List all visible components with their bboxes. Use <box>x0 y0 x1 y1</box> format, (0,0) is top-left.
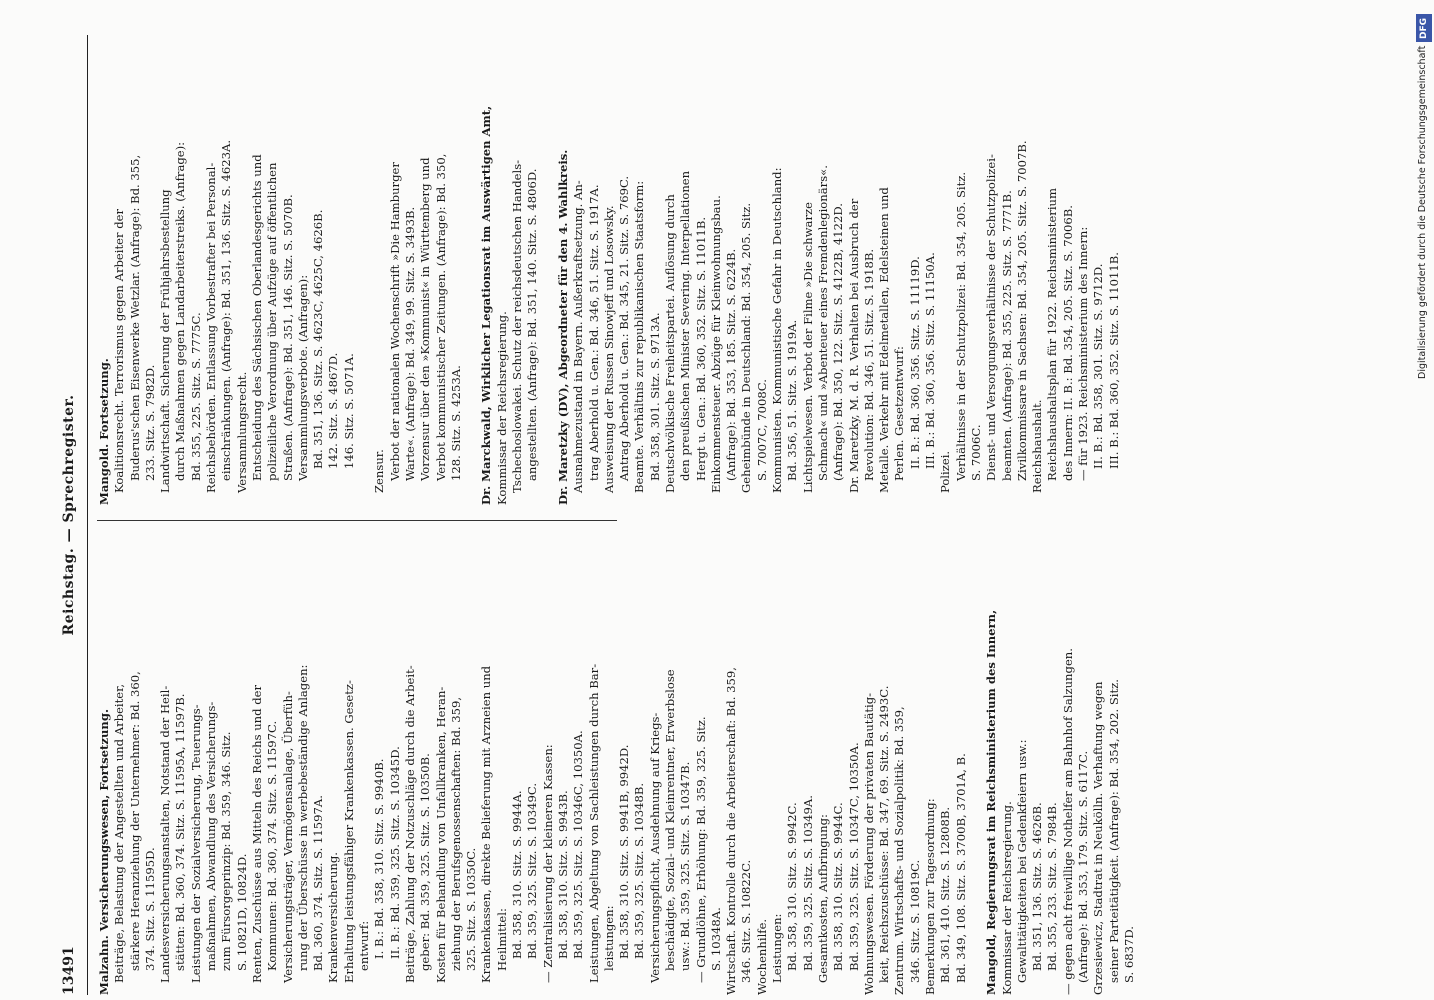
register-line: Antrag Aberhold u. Gen.: Bd. 345, 21. Sitz. S. 769C. <box>617 175 632 481</box>
register-line: (Anfrage): Bd. 353, 185. Sitz. S. 6224B. <box>724 248 739 481</box>
register-sheet <box>55 35 1425 995</box>
register-line <box>969 540 984 995</box>
register-line: den preußischen Minister Severing. Interpellationen <box>678 170 693 481</box>
register-line: Beamte. Verhältnis zur republikanischen Staatsform: <box>632 180 647 493</box>
register-line: Zivilkommissare in Sachsen: Bd. 354, 205. Sitz. S. 7007B. <box>1014 140 1029 481</box>
register-line: 128. Sitz. S. 4253A. <box>448 365 463 481</box>
register-line: (Anfrage): Bd. 350, 122. Sitz. S. 4122B, 4122D. <box>831 203 846 481</box>
register-line: II. B.: Bd. 360, 356. Sitz. S. 11119D. <box>907 256 922 469</box>
register-line: Bd. 358, 310. Sitz. S. 9943B. <box>555 790 570 959</box>
register-line: Ausweisung der Russen Sinowjeff und Losowsky. <box>601 205 616 493</box>
register-line: Reichshaushaltsplan für 1922. Reichsministerium <box>1045 187 1060 481</box>
register-line: Einkommensteuer. Abzüge für Kleinwohnungsbau. <box>708 195 723 493</box>
register-line: Versammlungsrecht. <box>234 371 249 493</box>
register-line: Bd. 358, 301. Sitz. S. 9713A. <box>647 312 662 481</box>
register-line: Wochenhilfe. <box>754 918 769 995</box>
register-line: S. 10348A. <box>708 907 723 971</box>
register-line: III. B.: Bd. 360, 352. Sitz. S. 11011B. <box>1106 252 1121 469</box>
register-line: einschränkungen. (Anfrage): Bd. 351, 136. Sitz. S. 4623A. <box>219 139 234 481</box>
column-divider <box>97 520 617 521</box>
register-line: Landwirtschaft. Sicherung der Frühjahrsbestellung <box>158 189 173 493</box>
register-line: usw.: Bd. 359, 325. Sitz. S. 10347B. <box>678 761 693 971</box>
register-line: Deutschvölkische Freiheitspartei. Auflösung durch <box>662 194 677 493</box>
register-line: Zentrum. Wirtschafts- und Sozialpolitik: Bd. 359, <box>892 706 907 995</box>
register-line: — für 1923. Reichsministerium des Innern: <box>1076 226 1090 481</box>
register-line: Dienst- und Versorgungsverhältnisse der Schutzpolizei- <box>984 154 999 481</box>
register-line <box>357 50 372 505</box>
register-line: Entscheidung des Sächsischen Oberlandesgerichts und <box>249 154 264 481</box>
register-line: Kommissar der Reichsregierung. <box>494 311 509 505</box>
register-line: 325. Sitz. S. 10350C. <box>464 847 479 971</box>
register-line: 142. Sitz. S. 4867D. <box>326 352 341 469</box>
register-line: Erhaltung leistungsfähiger Krankenkassen. Gesetz- <box>341 680 356 983</box>
page-header <box>55 35 88 995</box>
register-line: Bd. 361, 410. Sitz. S. 12808B. <box>938 806 953 983</box>
register-line: Gesamtkosten, Aufbringung: <box>815 814 830 983</box>
register-line: Mangold. Fortsetzung. <box>97 358 111 505</box>
register-line: Hergt u. Gen.: Bd. 360, 352. Sitz. S. 11011B. <box>693 216 708 481</box>
register-line: Gewalttätigkeiten bei Gedenkfeiern usw.: <box>1014 739 1029 983</box>
register-line: Bd. 356, 51. Sitz. S. 1919A. <box>785 319 800 481</box>
register-line: Bd. 351, 136. Sitz. S. 4623C, 4625C, 4626B. <box>311 209 326 469</box>
register-line: Mangold, Regierungsrat im Reichsministerium des Innern, <box>984 609 999 995</box>
register-line: Bd. 359, 325. Sitz. S. 10347C, 10350A. <box>846 742 861 971</box>
register-line: I. B.: Bd. 358, 310. Sitz. S. 9940B. <box>372 758 387 959</box>
register-line: Lichtspielwesen. Verbot der Filme »Die schwarze <box>800 202 815 493</box>
register-line: Ausnahmezustand in Bayern. Außerkraftsetzung. An- <box>571 180 586 493</box>
register-line: leistungen: <box>601 905 616 971</box>
register-line: durch Maßnahmen gegen Landarbeiterstreiks. (Anfrage): <box>173 141 188 481</box>
register-line: Versicherungspflicht, Ausdehnung auf Kriegs- <box>647 712 662 983</box>
register-line: Bd. 359, 325. Sitz. S. 10349C. <box>525 782 540 959</box>
register-line: Bd. 355, 225. Sitz. S. 7775C. <box>188 312 203 481</box>
register-line: 146. Sitz. S. 5071A. <box>341 353 356 469</box>
register-line: Perlen. Gesetzentwurf: <box>892 346 907 481</box>
register-line: des Innern: II. B.: Bd. 354, 205. Sitz. S. 7006B. <box>1060 205 1075 481</box>
register-line: geber: Bd. 359, 325. Sitz. S. 10350B. <box>418 753 433 971</box>
register-line: Malzahn. Versicherungswesen, Fortsetzung. <box>97 709 111 995</box>
register-line: Grzesiewicz, Stadtrat in Neukölln. Verhaftung wegen <box>1091 681 1106 995</box>
page-title: Reichstag. — Sprechregister. <box>61 394 77 636</box>
dfg-logo: DFG <box>1416 14 1432 42</box>
register-line: Wohnungswesen. Förderung der privaten Bautätig- <box>861 692 876 995</box>
register-line: (Anfrage): Bd. 353, 179. Sitz. S. 6117C. <box>1076 750 1090 983</box>
register-line: 374. Sitz. S. 11595D. <box>142 847 157 971</box>
register-line: Bd. 358, 310. Sitz. S. 9944C. <box>831 802 846 971</box>
register-line: Tschechoslowakei. Schutz der reichsdeutschen Handels- <box>510 159 525 493</box>
register-line: S. 7007C, 7008C. <box>754 379 769 481</box>
register-line: Leistungen: <box>770 913 785 983</box>
register-line: S. 10821D, 10824D. <box>234 853 249 971</box>
register-line: Dr. Maretzky, M. d. R. Verhalten bei Ausbruch der <box>846 198 861 493</box>
register-line: Dr. Marckwald, Wirklicher Legationsrat im Auswärtigen Amt, <box>479 105 494 505</box>
register-line: Krankenkassen, direkte Belieferung mit Arzneien und <box>479 665 494 983</box>
register-line: Bd. 358, 310. Sitz. S. 9942C. <box>785 802 800 971</box>
register-line: seiner Parteitätigkeit. (Anfrage): Bd. 354, 202. Sitz. <box>1106 679 1121 983</box>
register-line: zum Fürsorgeprinzip: Bd. 359, 346. Sitz. <box>219 731 234 971</box>
register-line: — gegen acht freiwillige Nothelfer am Bahnhof Salzungen. <box>1060 648 1075 995</box>
register-line: maßnahmen, Abwandlung des Versicherungs- <box>204 701 219 971</box>
register-line: rung der Überschüsse in werbebeständige Anlagen: <box>295 664 310 971</box>
register-line: Beiträge, Belastung der Angestellten und Arbeiter, <box>112 683 127 983</box>
register-line: Leistungen, Abgeltung von Sachleistungen durch Bar- <box>586 663 601 983</box>
register-line: Warte«. (Anfrage): Bd. 349, 99. Sitz. S. 3493B. <box>402 206 417 481</box>
register-line: ziehung der Berufsgenossenschaften: Bd. 359, <box>448 696 463 971</box>
register-line: Verhältnisse in der Schutzpolizei: Bd. 354, 205. Sitz. <box>953 171 968 481</box>
register-line: entwurf: <box>357 920 372 971</box>
register-line: Heilmittel: <box>494 908 509 971</box>
register-line: Kosten für Behandlung von Unfallkranken, Heran- <box>433 686 448 983</box>
register-line: keit, Reichszuschüsse: Bd. 347, 69. Sitz. S. 2493C. <box>877 685 892 983</box>
register-line: Buderus'schen Eisenwerke Wetzlar. (Anfrage): Bd. 355, <box>127 154 142 481</box>
register-line: 346. Sitz. S. 10822C. <box>739 859 754 983</box>
register-line: Dr. Maretzky (DV), Abgeordneter für den 4. Wahlkreis. <box>555 149 570 505</box>
register-line: Krankenversicherung. <box>326 852 341 983</box>
register-line: Verbot der nationalen Wochenschrift »Die Hamburger <box>387 162 402 481</box>
register-line: 233. Sitz. S. 7982D. <box>142 364 157 481</box>
left-column <box>97 540 1137 995</box>
register-line: stärkere Heranziehung der Unternehmer: Bd. 360, <box>127 671 142 971</box>
stamp-text: Digitalisierung gefördert durch die Deutsche Forschungsgemeinschaft <box>1417 46 1428 380</box>
register-line: Polizei. <box>938 450 953 493</box>
register-line: S. 7006C. <box>968 424 983 481</box>
register-line: Kommissar der Reichsregierung. <box>999 801 1014 995</box>
register-line: 346. Sitz. S. 10819C. <box>907 859 922 983</box>
register-line: Geheimbünde in Deutschland: Bd. 354, 205. Sitz. <box>739 202 754 493</box>
register-line: III. B.: Bd. 360, 356. Sitz. S. 11150A. <box>923 252 938 469</box>
register-line: trag Aberhold u. Gen.: Bd. 346, 51. Sitz. S. 1917A. <box>586 184 601 481</box>
register-line: polizeiliche Verordnung über Aufzüge auf öffentlichen <box>265 162 280 481</box>
register-line: II. B.: Bd. 359, 325. Sitz. S. 10345D. <box>387 746 402 959</box>
register-line: Landesversicherungsanstalten, Notstand der Heil- <box>158 685 173 983</box>
register-line: Reichsbehörden. Entlassung Vorbestrafter bei Personal- <box>204 162 219 493</box>
register-line: Bd. 359, 325. Sitz. S. 10349A. <box>800 795 815 971</box>
register-line: Bd. 351, 136. Sitz. S. 4626B. <box>1030 802 1045 971</box>
register-line <box>464 50 479 505</box>
register-line: Beiträge, Zahlung der Notzuschläge durch die Arbeit- <box>402 665 417 983</box>
register-line: S. 6837D. <box>1121 926 1136 983</box>
register-line: Bd. 358, 310. Sitz. S. 9944A. <box>510 790 525 959</box>
register-line: angestellten. (Anfrage): Bd. 351, 140. Sitz. S. 4806D. <box>525 168 540 481</box>
register-line: Versammlungsverbote. (Anfragen): <box>295 274 310 481</box>
register-line: Bd. 355, 233. Sitz. S. 7984B. <box>1045 802 1060 971</box>
digitization-stamp <box>1415 6 1433 996</box>
register-line: Revolution: Bd. 346, 51. Sitz. S. 1918B. <box>861 248 876 481</box>
register-line: II. B.: Bd. 358, 301. Sitz. S. 9712D. <box>1091 263 1106 469</box>
register-line: Bd. 359, 325. Sitz. S. 10346C, 10350A. <box>571 730 586 959</box>
register-line: Wirtschaft. Kontrolle durch die Arbeiterschaft: Bd. 359, <box>724 667 739 995</box>
register-line: — Grundlöhne, Erhöhung: Bd. 359, 325. Sitz. <box>693 716 708 983</box>
register-line: Koalitionsrecht. Terrorismus gegen Arbeiter der <box>112 208 127 493</box>
register-line: Straßen. (Anfrage): Bd. 351, 146. Sitz. S. 5070B. <box>280 194 295 481</box>
register-line: Bd. 349, 108. Sitz. S. 3700B, 3701A, B. <box>953 753 968 983</box>
register-line: — Zentralisierung der kleineren Kassen: <box>540 744 555 983</box>
register-line: Bd. 359, 325. Sitz. S. 10348B. <box>632 782 647 959</box>
register-line: Vorzensur über den »Kommunist« in Württemberg und <box>418 157 433 481</box>
register-line: Versicherungsträger, Vermögensanlage, Überfüh- <box>280 691 295 983</box>
register-line: Bemerkungen zur Tagesordnung: <box>923 798 938 995</box>
register-line: Kommunen: Bd. 360, 374. Sitz. S. 11597C. <box>265 720 280 971</box>
register-line: Bd. 358, 310. Sitz. S. 9941B, 9942D. <box>617 744 632 959</box>
register-line: Verbot kommunistischer Zeitungen. (Anfrage): Bd. 350, <box>433 153 448 481</box>
register-line: Metalle. Verkehr mit Edelmetallen, Edelsteinen und <box>877 187 892 493</box>
register-line: Leistungen der Sozialversicherung, Teuerungs- <box>188 704 203 983</box>
register-line: Bd. 360, 374. Sitz. S. 11597A. <box>311 795 326 971</box>
register-line: Renten, Zuschüsse aus Mitteln des Reichs und der <box>249 684 264 983</box>
register-line <box>541 50 556 505</box>
register-line: stätten: Bd. 360, 374. Sitz. S. 11595A, 11597B. <box>173 693 188 971</box>
register-line: beamten. (Anfrage): Bd. 355, 225. Sitz. S. 7771B. <box>999 190 1014 481</box>
register-line: Zensur. <box>372 449 387 493</box>
register-line: Kommunisten. Kommunistische Gefahr in Deutschland: <box>770 167 785 493</box>
right-column <box>97 50 1122 505</box>
register-line: Reichshaushalt. <box>1030 399 1045 493</box>
register-line: beschädigte, Sozial- und Kleinrentner, Erwerbslose <box>662 669 677 971</box>
register-line: Schmach« und »Abenteuer eines Fremdenlegionärs«. <box>815 165 830 481</box>
page-number: 13491 <box>61 946 77 995</box>
